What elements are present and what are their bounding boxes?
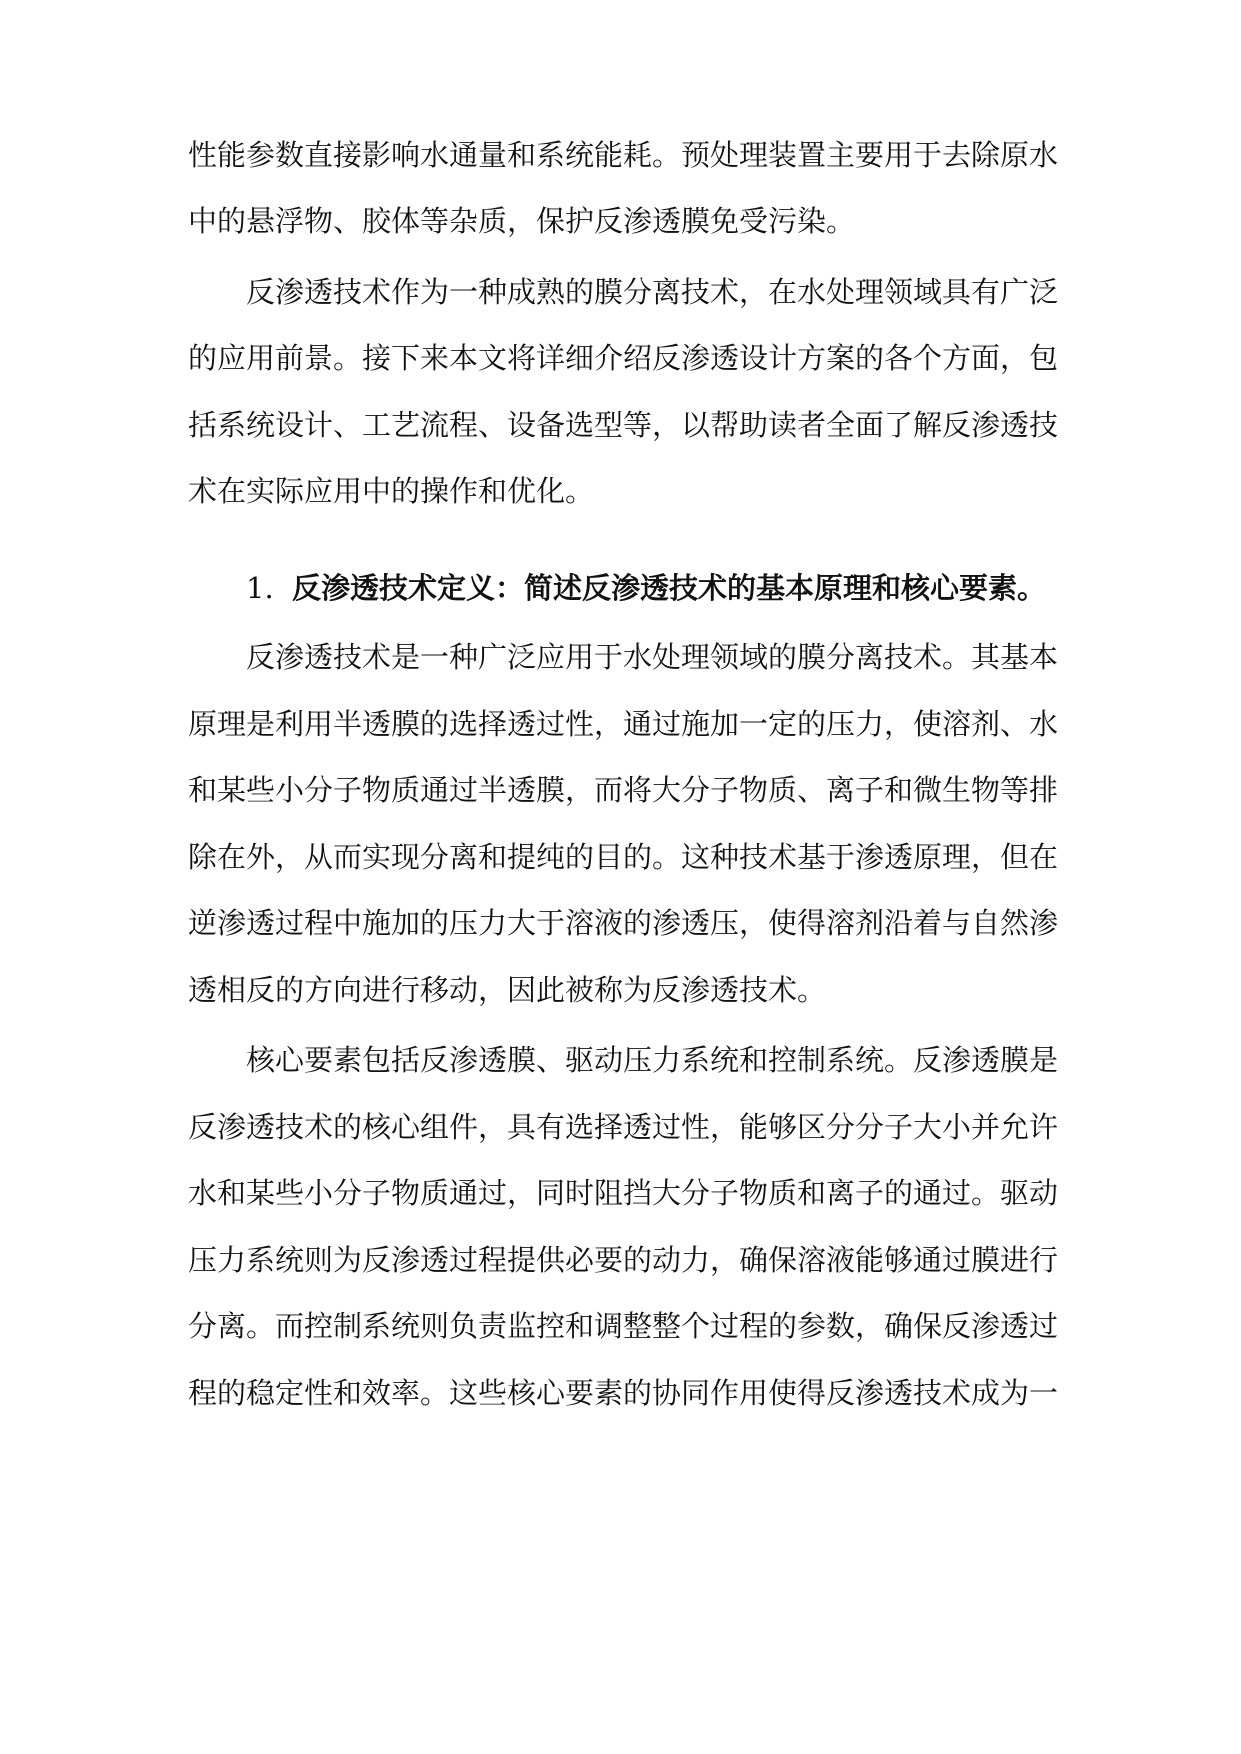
- text-line: 反渗透技术作为一种成熟的膜分离技术，在水处理领域具有广泛: [246, 275, 1059, 309]
- text-line: 中的悬浮物、胶体等杂质，保护反渗透膜免受污染。: [188, 204, 856, 238]
- section-number: 1.: [246, 571, 274, 605]
- text-line: 除在外，从而实现分离和提纯的目的。这种技术基于渗透原理，但在: [188, 840, 1059, 874]
- text-line: 分离。而控制系统则负责监控和调整整个过程的参数，确保反渗透过: [188, 1309, 1059, 1343]
- text-line: 核心要素包括反渗透膜、驱动压力系统和控制系统。反渗透膜是: [246, 1043, 1059, 1077]
- text-line: 程的稳定性和效率。这些核心要素的协同作用使得反渗透技术成为一: [188, 1376, 1059, 1410]
- text-line: 的应用前景。接下来本文将详细介绍反渗透设计方案的各个方面，包: [188, 341, 1059, 375]
- section-title: 反渗透技术定义：简述反渗透技术的基本原理和核心要素。: [292, 571, 1047, 605]
- text-line: 括系统设计、工艺流程、设备选型等，以帮助读者全面了解反渗透技: [188, 408, 1059, 442]
- section-heading: [246, 568, 1058, 608]
- text-line: 术在实际应用中的操作和优化。: [188, 474, 595, 508]
- text-line: 和某些小分子物质通过半透膜，而将大分子物质、离子和微生物等排: [188, 773, 1059, 807]
- text-line: 性能参数直接影响水通量和系统能耗。预处理装置主要用于去除原水: [188, 138, 1059, 172]
- text-line: 压力系统则为反渗透过程提供必要的动力，确保溶液能够通过膜进行: [188, 1243, 1059, 1277]
- text-line: 原理是利用半透膜的选择透过性，通过施加一定的压力，使溶剂、水: [188, 707, 1059, 741]
- text-line: 反渗透技术是一种广泛应用于水处理领域的膜分离技术。其基本: [246, 640, 1059, 674]
- text-line: 水和某些小分子物质通过，同时阻挡大分子物质和离子的通过。驱动: [188, 1176, 1059, 1210]
- text-line: 透相反的方向进行移动，因此被称为反渗透技术。: [188, 973, 827, 1007]
- text-line: 逆渗透过程中施加的压力大于溶液的渗透压，使得溶剂沿着与自然渗: [188, 906, 1059, 940]
- text-line: 反渗透技术的核心组件，具有选择透过性，能够区分分子大小并允许: [188, 1110, 1059, 1144]
